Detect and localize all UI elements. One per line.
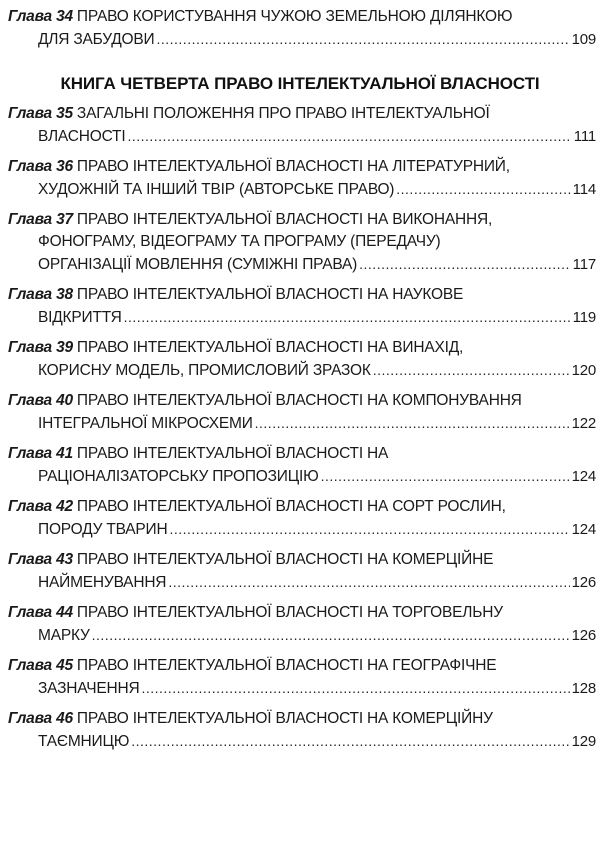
dot-leader xyxy=(156,28,569,50)
chapter-title: ПРАВО ІНТЕЛЕКТУАЛЬНОЇ ВЛАСНОСТІ НА ВИКОНАННЯ, xyxy=(76,211,493,228)
chapter-title: ПРАВО ІНТЕЛЕКТУАЛЬНОЇ ВЛАСНОСТІ НА КОМЕРЦІЙНУ xyxy=(76,710,493,727)
chapter-title-cont: ЗАЗНАЧЕННЯ xyxy=(38,680,140,697)
dot-leader xyxy=(396,178,570,200)
chapter-title-cont: ВЛАСНОСТІ xyxy=(38,128,126,145)
page-number: 124 xyxy=(571,521,596,538)
chapter-label: Глава 42 xyxy=(8,498,73,515)
toc-entry-ch35-line2[interactable] xyxy=(38,125,596,147)
dot-leader xyxy=(255,412,570,434)
dot-leader xyxy=(124,306,571,328)
chapter-title-cont: ОРГАНІЗАЦІЇ МОВЛЕННЯ (СУМІЖНІ ПРАВА) xyxy=(38,256,358,273)
chapter-label: Глава 36 xyxy=(8,158,73,175)
book-heading: КНИГА ЧЕТВЕРТА ПРАВО ІНТЕЛЕКТУАЛЬНОЇ ВЛАСНОСТІ xyxy=(60,74,540,93)
chapter-title: ПРАВО ІНТЕЛЕКТУАЛЬНОЇ ВЛАСНОСТІ НА ВИНАХІД, xyxy=(76,339,464,356)
toc-entry-ch36-line1 xyxy=(8,156,596,178)
page-number: 114 xyxy=(572,181,596,198)
dot-leader xyxy=(359,253,571,275)
toc-entry-ch42-line1 xyxy=(8,496,596,518)
toc-entry-ch37-line2 xyxy=(38,231,596,253)
toc-entry-ch43-line1 xyxy=(8,549,596,571)
toc-entry-ch34-line1 xyxy=(8,6,596,28)
chapter-title: ПРАВО ІНТЕЛЕКТУАЛЬНОЇ ВЛАСНОСТІ НА ГЕОГРАФІЧНЕ xyxy=(76,657,497,674)
toc-entry-ch45-line1 xyxy=(8,655,596,677)
chapter-title-cont: ТАЄМНИЦЮ xyxy=(38,733,130,750)
chapter-title: ПРАВО ІНТЕЛЕКТУАЛЬНОЇ ВЛАСНОСТІ НА КОМЕРЦІЙНЕ xyxy=(76,551,494,568)
toc-entry-ch39-line1 xyxy=(8,337,596,359)
page-number: 120 xyxy=(571,362,596,379)
chapter-label: Глава 43 xyxy=(8,551,73,568)
chapter-title-cont: МАРКУ xyxy=(38,627,90,644)
toc-entry-ch36-line2[interactable] xyxy=(38,178,596,200)
toc-entry-ch45-line2[interactable] xyxy=(38,677,596,699)
chapter-title: ПРАВО КОРИСТУВАННЯ ЧУЖОЮ ЗЕМЕЛЬНОЮ ДІЛЯНКОЮ xyxy=(76,8,513,25)
chapter-title-cont: КОРИСНУ МОДЕЛЬ, ПРОМИСЛОВИЙ ЗРАЗОК xyxy=(38,362,371,379)
chapter-title-cont: РАЦІОНАЛІЗАТОРСЬКУ ПРОПОЗИЦІЮ xyxy=(38,468,319,485)
page-number: 128 xyxy=(571,680,596,697)
toc-entry-ch46-line2[interactable] xyxy=(38,730,596,752)
page-number: 111 xyxy=(573,128,596,145)
dot-leader xyxy=(169,518,569,540)
toc-entry-ch37-line3[interactable] xyxy=(38,253,596,275)
chapter-label: Глава 40 xyxy=(8,392,73,409)
chapter-title-cont: ІНТЕГРАЛЬНОЇ МІКРОСХЕМИ xyxy=(38,415,253,432)
chapter-title-cont: НАЙМЕНУВАННЯ xyxy=(38,574,167,591)
chapter-title-cont: ПОРОДУ ТВАРИН xyxy=(38,521,168,538)
chapter-title-cont: ХУДОЖНІЙ ТА ІНШИЙ ТВІР (АВТОРСЬКЕ ПРАВО) xyxy=(38,181,395,198)
dot-leader xyxy=(141,677,569,699)
toc-entry-ch40-line2[interactable] xyxy=(38,412,596,434)
page-number: 126 xyxy=(571,574,596,591)
page-number: 117 xyxy=(572,256,596,273)
toc-entry-ch38-line1 xyxy=(8,284,596,306)
chapter-label: Глава 46 xyxy=(8,710,73,727)
toc-entry-ch38-line2[interactable] xyxy=(38,306,596,328)
chapter-title-cont: ДЛЯ ЗАБУДОВИ xyxy=(38,31,155,48)
dot-leader xyxy=(373,359,570,381)
toc-entry-ch46-line1 xyxy=(8,708,596,730)
chapter-title: ЗАГАЛЬНІ ПОЛОЖЕННЯ ПРО ПРАВО ІНТЕЛЕКТУАЛЬНОЇ xyxy=(76,105,490,122)
chapter-title: ПРАВО ІНТЕЛЕКТУАЛЬНОЇ ВЛАСНОСТІ НА КОМПОНУВАННЯ xyxy=(76,392,522,409)
page-number: 109 xyxy=(571,31,596,48)
page-number: 126 xyxy=(571,627,596,644)
toc-entry-ch39-line2[interactable] xyxy=(38,359,596,381)
toc-entry-ch42-line2[interactable] xyxy=(38,518,596,540)
chapter-title: ПРАВО ІНТЕЛЕКТУАЛЬНОЇ ВЛАСНОСТІ НА xyxy=(76,445,389,462)
chapter-label: Глава 39 xyxy=(8,339,73,356)
chapter-label: Глава 35 xyxy=(8,105,73,122)
page-number: 129 xyxy=(571,733,596,750)
chapter-title: ПРАВО ІНТЕЛЕКТУАЛЬНОЇ ВЛАСНОСТІ НА НАУКОВЕ xyxy=(76,286,464,303)
chapter-label: Глава 41 xyxy=(8,445,73,462)
chapter-label: Глава 38 xyxy=(8,286,73,303)
toc-entry-ch40-line1 xyxy=(8,390,596,412)
toc-entry-ch41-line1 xyxy=(8,443,596,465)
toc-entry-ch34-line2[interactable] xyxy=(38,28,596,50)
dot-leader xyxy=(168,571,569,593)
chapter-title-cont: ВІДКРИТТЯ xyxy=(38,309,122,326)
page-number: 122 xyxy=(571,415,596,432)
toc-entry-ch41-line2[interactable] xyxy=(38,465,596,487)
dot-leader xyxy=(131,730,569,752)
toc-entry-ch44-line2[interactable] xyxy=(38,624,596,646)
dot-leader xyxy=(321,465,570,487)
chapter-label: Глава 44 xyxy=(8,604,73,621)
chapter-title-cont: ФОНОГРАМУ, ВІДЕОГРАМУ ТА ПРОГРАМУ (ПЕРЕДАЧУ) xyxy=(38,233,441,250)
toc-entry-ch43-line2[interactable] xyxy=(38,571,596,593)
chapter-title: ПРАВО ІНТЕЛЕКТУАЛЬНОЇ ВЛАСНОСТІ НА ТОРГОВЕЛЬНУ xyxy=(76,604,503,621)
chapter-title: ПРАВО ІНТЕЛЕКТУАЛЬНОЇ ВЛАСНОСТІ НА СОРТ РОСЛИН, xyxy=(76,498,506,515)
toc-entry-ch35-line1 xyxy=(8,103,596,125)
chapter-title: ПРАВО ІНТЕЛЕКТУАЛЬНОЇ ВЛАСНОСТІ НА ЛІТЕРАТУРНИЙ, xyxy=(76,158,510,175)
page-number: 124 xyxy=(571,468,596,485)
toc-entry-ch37-line1 xyxy=(8,209,596,231)
chapter-label: Глава 34 xyxy=(8,8,73,25)
toc-entry-ch44-line1 xyxy=(8,602,596,624)
page-number: 119 xyxy=(572,309,596,326)
dot-leader xyxy=(92,624,570,646)
dot-leader xyxy=(127,125,571,147)
chapter-label: Глава 37 xyxy=(8,211,73,228)
chapter-label: Глава 45 xyxy=(8,657,73,674)
